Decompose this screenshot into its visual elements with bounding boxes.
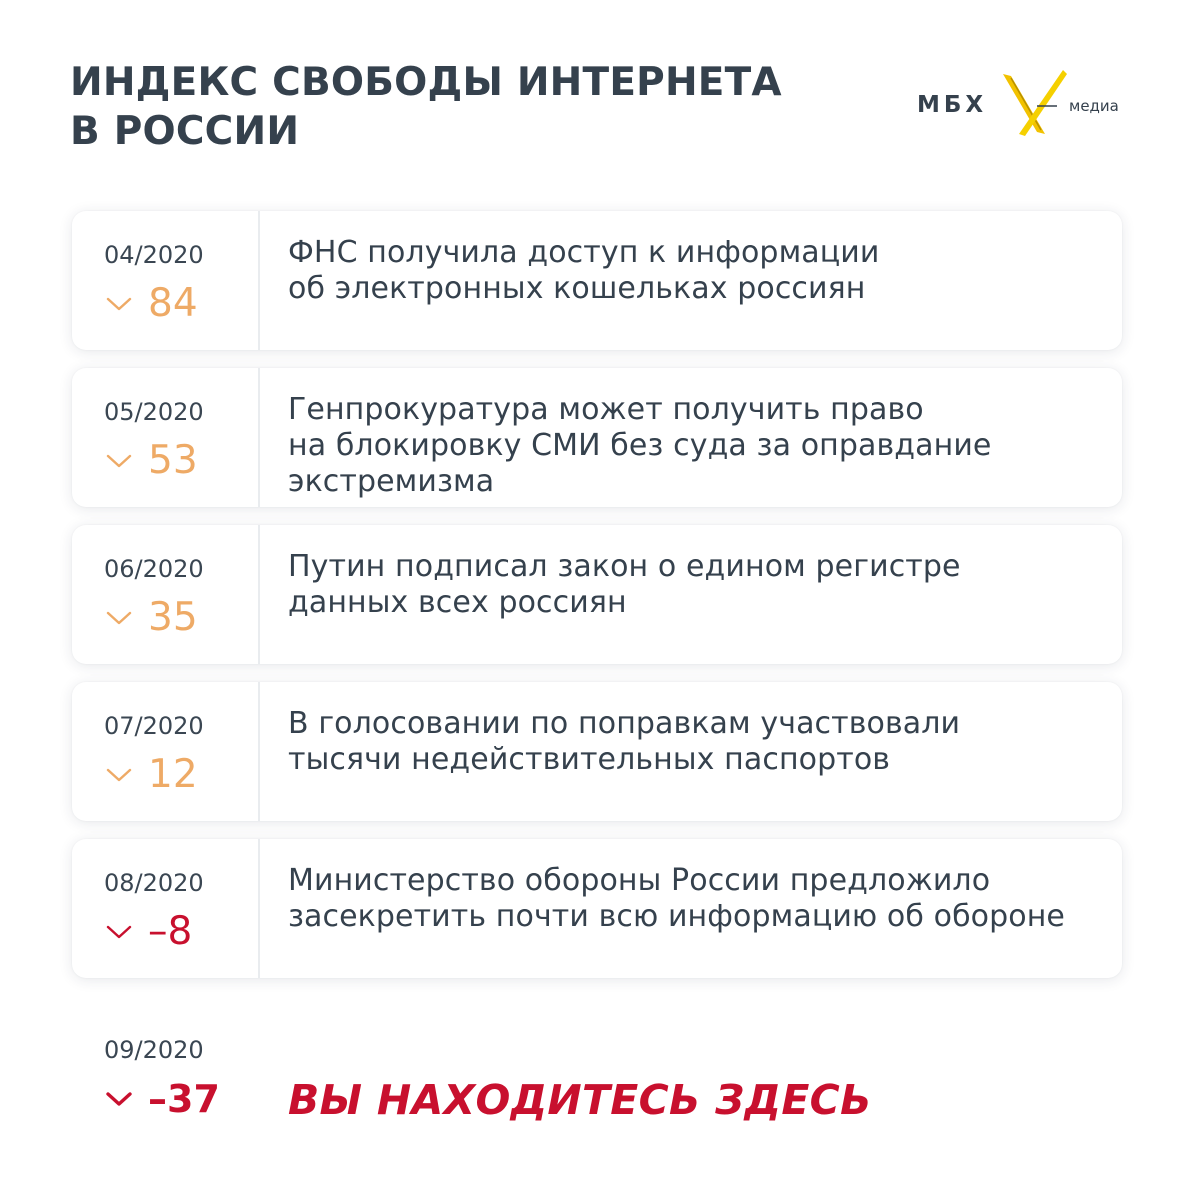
chevron-down-icon (106, 453, 132, 469)
card-text: Министерство обороны России предложило засекретить почти всю информацию об обороне (288, 863, 1065, 934)
card-date: 04/2020 (104, 241, 204, 269)
timeline-card (72, 368, 1122, 507)
chevron-down-icon (106, 1091, 132, 1107)
chevron-down-icon (106, 610, 132, 626)
card-date: 05/2020 (104, 398, 204, 426)
page-title: ИНДЕКС СВОБОДЫ ИНТЕРНЕТА В РОССИИ (70, 60, 782, 154)
you-are-here-label: ВЫ НАХОДИТЕСЬ ЗДЕСЬ (288, 1076, 872, 1124)
chevron-down-icon (106, 767, 132, 783)
card-delta-value: 84 (148, 281, 198, 326)
logo-subtext: медиа (1069, 97, 1119, 115)
card-index-panel (72, 368, 260, 507)
chevron-down-icon (106, 296, 132, 312)
timeline-card (72, 839, 1122, 978)
timeline-list (72, 211, 1122, 996)
card-delta (106, 595, 198, 640)
current-delta-value: –37 (148, 1077, 220, 1121)
card-delta-value: –8 (148, 909, 193, 954)
current-status (72, 1032, 1122, 1132)
card-text: Путин подписал закон о едином регистре данных всех россиян (288, 549, 961, 620)
card-index-panel (72, 839, 260, 978)
card-index-panel (72, 525, 260, 664)
card-index-panel (72, 682, 260, 821)
card-delta-value: 12 (148, 752, 198, 797)
card-date: 08/2020 (104, 869, 204, 897)
card-text: ФНС получила доступ к информации об электронных кошельках россиян (288, 235, 880, 306)
timeline-card (72, 211, 1122, 350)
card-delta (106, 281, 198, 326)
card-text: В голосовании по поправкам участвовали тысячи недействительных паспортов (288, 706, 961, 777)
card-date: 06/2020 (104, 555, 204, 583)
card-delta (106, 909, 193, 954)
card-index-panel (72, 211, 260, 350)
logo-x-icon (997, 68, 1069, 140)
card-delta-value: 35 (148, 595, 198, 640)
timeline-card (72, 682, 1122, 821)
card-delta (106, 438, 198, 483)
current-delta (106, 1079, 220, 1119)
card-delta-value: 53 (148, 438, 198, 483)
timeline-card (72, 525, 1122, 664)
current-date: 09/2020 (104, 1036, 204, 1064)
card-date: 07/2020 (104, 712, 204, 740)
card-delta (106, 752, 198, 797)
chevron-down-icon (106, 924, 132, 940)
mbh-media-logo (915, 68, 1130, 140)
card-text: Генпрокуратура может получить право на блокировку СМИ без суда за оправдание экстремизма (288, 392, 992, 499)
logo-text: МБХ (917, 92, 988, 118)
